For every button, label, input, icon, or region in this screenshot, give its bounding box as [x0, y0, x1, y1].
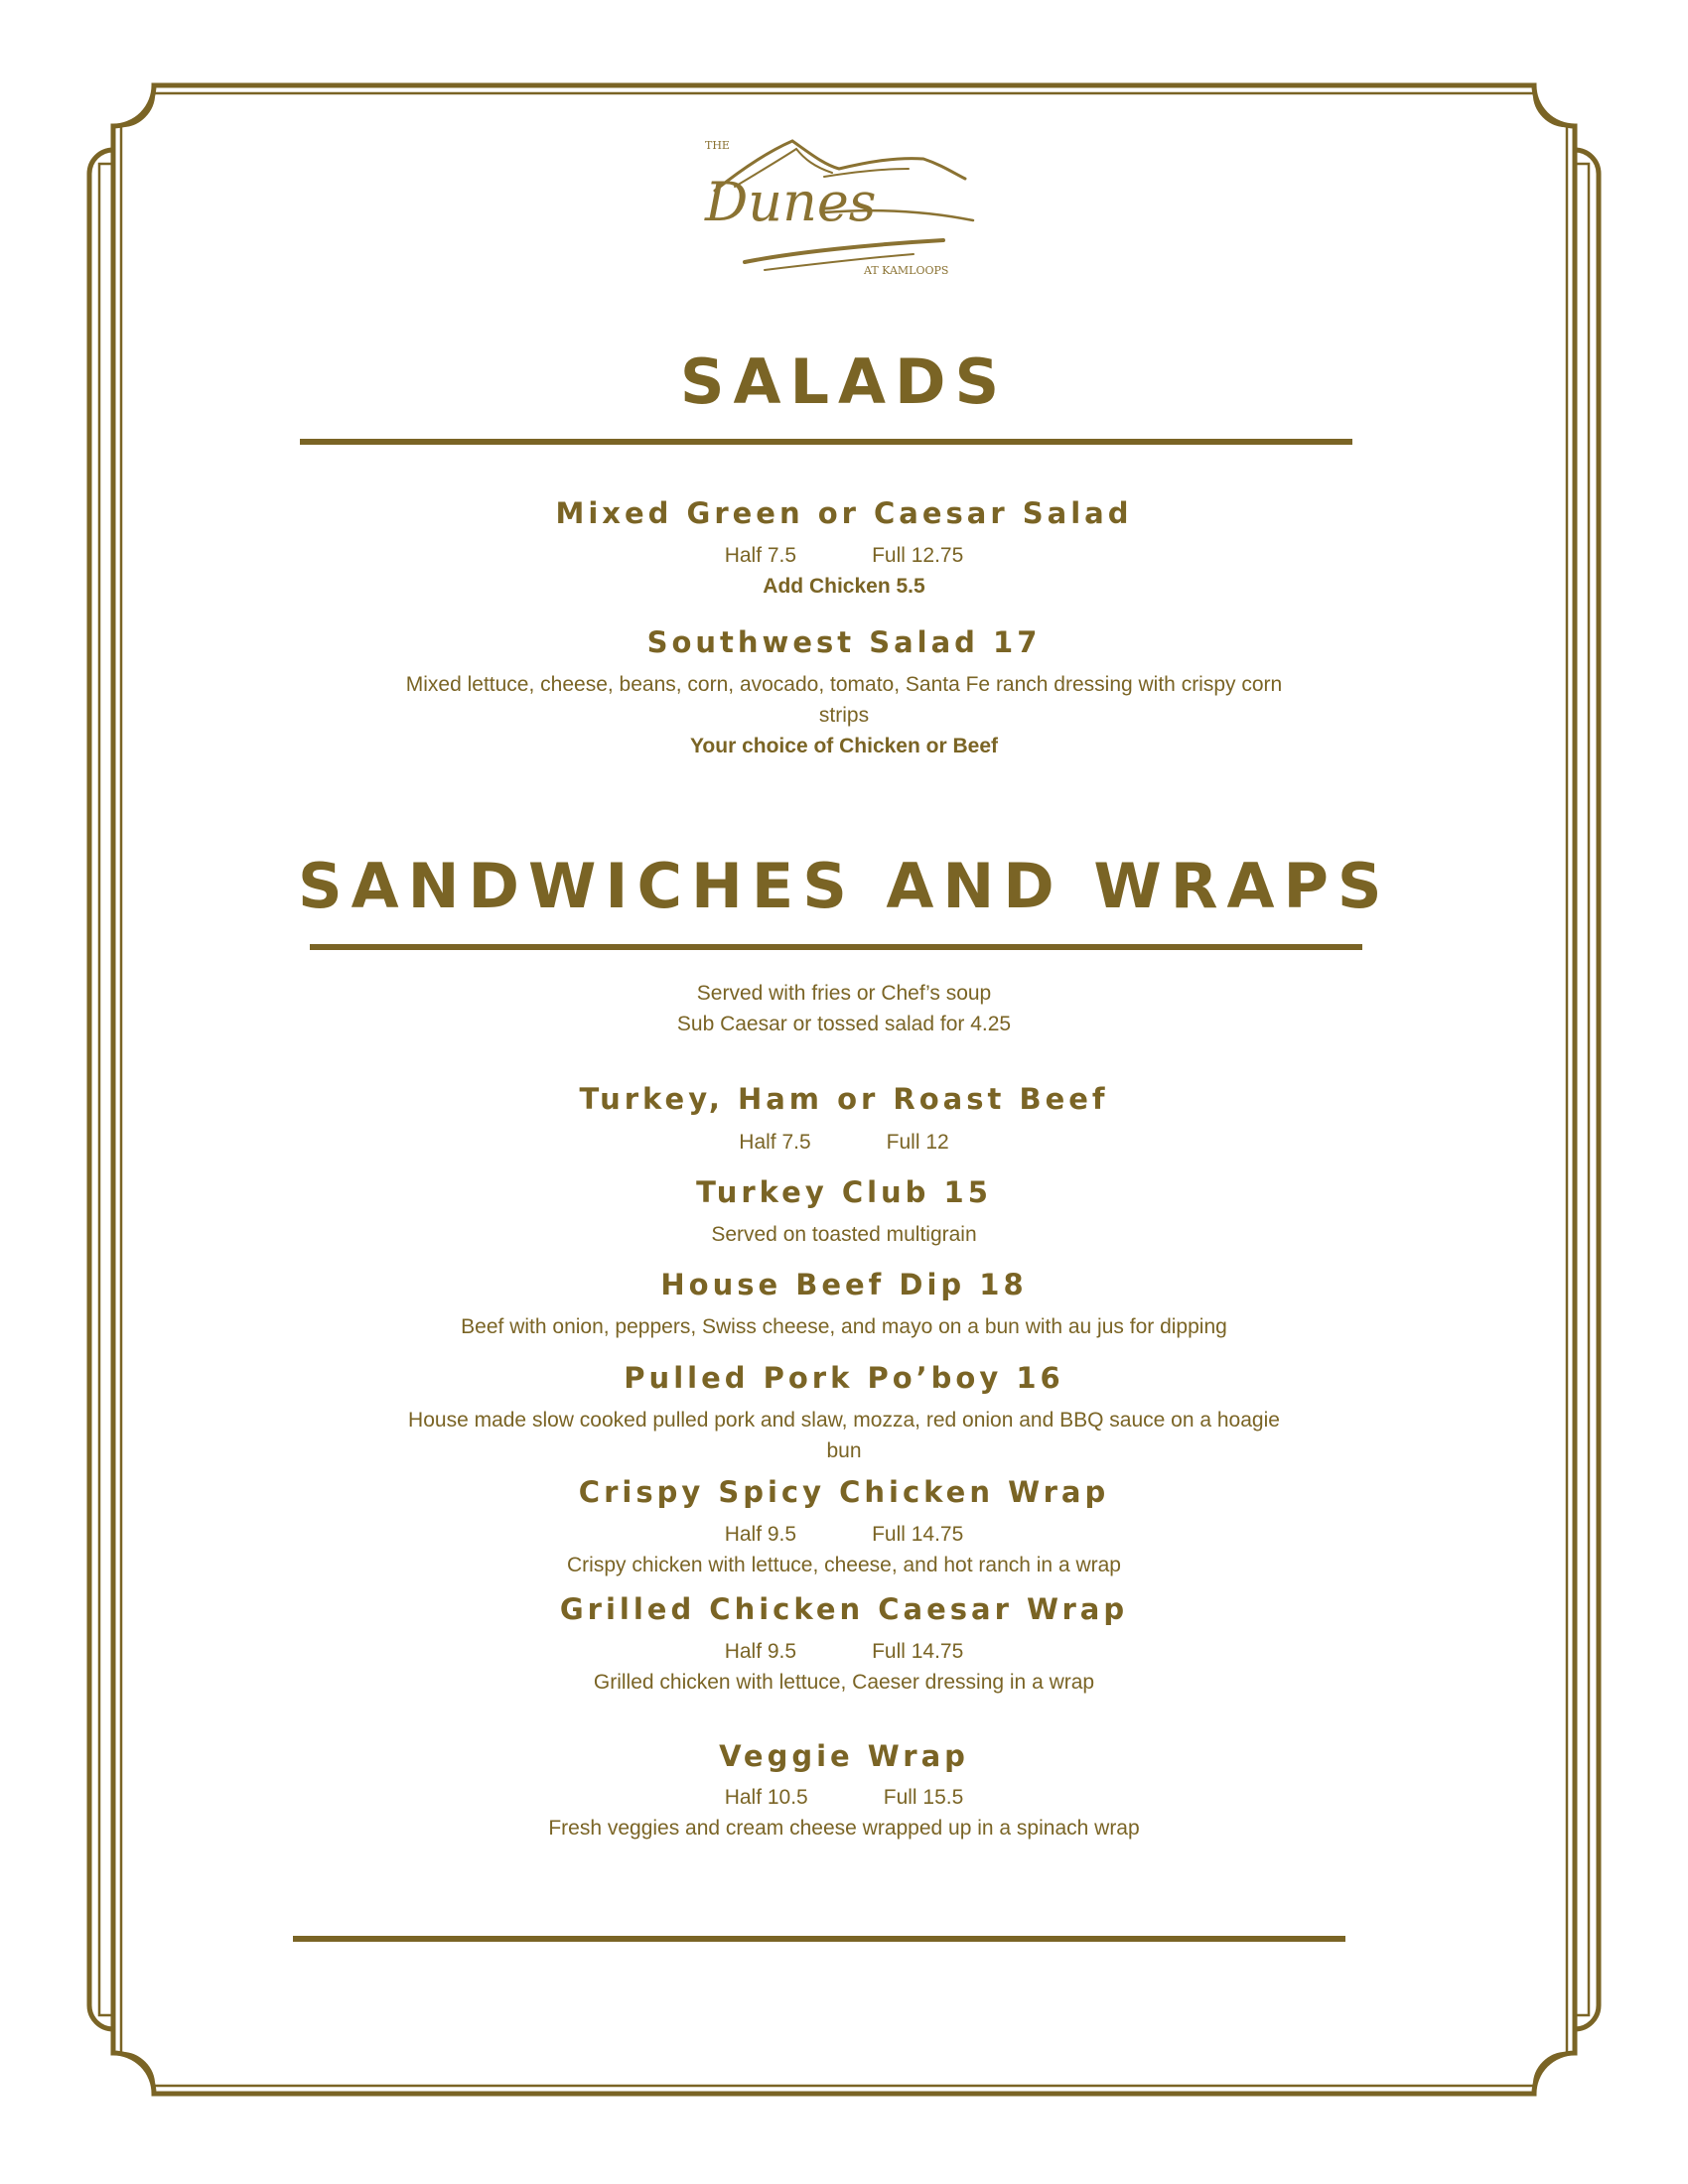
item-title: Grilled Chicken Caesar Wrap: [559, 1592, 1129, 1626]
svg-text:AT KAMLOOPS: AT KAMLOOPS: [864, 264, 949, 277]
item-description: Beef with onion, peppers, Swiss cheese, and mayo on a bun with au jus for dipping: [461, 1315, 1227, 1338]
item-title: Turkey Club 15: [696, 1175, 992, 1209]
full-price: Full 12.75: [872, 544, 964, 567]
item-description: Fresh veggies and cream cheese wrapped up in a spinach wrap: [548, 1817, 1140, 1840]
half-price: Half 9.5: [724, 1523, 797, 1546]
bottom-divider: [293, 1936, 1345, 1942]
item-title: Mixed Green or Caesar Salad: [555, 496, 1133, 530]
price-row: [298, 1636, 1390, 1667]
price-row: [298, 540, 1390, 571]
svg-text:THE: THE: [705, 139, 730, 152]
half-price: Half 7.5: [724, 544, 797, 567]
full-price: Full 15.5: [883, 1786, 964, 1809]
sandwiches-divider: [310, 944, 1362, 950]
item-note: Add Chicken 5.5: [763, 575, 925, 598]
sandwiches-heading: SANDWICHES AND WRAPS: [298, 850, 1391, 922]
full-price: Full 14.75: [872, 1640, 964, 1663]
item-title: Turkey, Ham or Roast Beef: [579, 1082, 1109, 1116]
salads-divider: [300, 439, 1352, 445]
item-description: Served on toasted multigrain: [711, 1223, 977, 1246]
price-row: [298, 1519, 1390, 1550]
item-title: Pulled Pork Po’boy 16: [624, 1361, 1064, 1395]
item-description: bun: [826, 1439, 862, 1462]
item-description: strips: [818, 704, 870, 727]
item-title: Crispy Spicy Chicken Wrap: [578, 1475, 1110, 1509]
item-description: Grilled chicken with lettuce, Caeser dressing in a wrap: [593, 1671, 1095, 1694]
dunes-logo: [675, 129, 1013, 288]
item-title: House Beef Dip 18: [660, 1268, 1028, 1301]
svg-text:Dunes: Dunes: [705, 171, 877, 233]
price-row: [298, 1782, 1390, 1813]
item-title: Southwest Salad 17: [646, 625, 1042, 659]
item-note: Your choice of Chicken or Beef: [689, 735, 998, 757]
sandwiches-intro: Sub Caesar or tossed salad for 4.25: [676, 1013, 1012, 1035]
item-description: Crispy chicken with lettuce, cheese, and hot ranch in a wrap: [567, 1554, 1121, 1576]
sandwiches-intro: Served with fries or Chef’s soup: [696, 982, 992, 1005]
item-description: Mixed lettuce, cheese, beans, corn, avocado, tomato, Santa Fe ranch dressing with crispy corn: [405, 673, 1283, 696]
full-price: Full 14.75: [872, 1523, 964, 1546]
full-price: Full 12: [886, 1131, 949, 1154]
half-price: Half 10.5: [724, 1786, 808, 1809]
item-description: House made slow cooked pulled pork and slaw, mozza, red onion and BBQ sauce on a hoagie: [408, 1409, 1280, 1432]
half-price: Half 9.5: [724, 1640, 797, 1663]
item-title: Veggie Wrap: [719, 1739, 969, 1773]
half-price: Half 7.5: [739, 1131, 811, 1154]
salads-heading: SALADS: [679, 345, 1009, 418]
price-row: [298, 1127, 1390, 1158]
